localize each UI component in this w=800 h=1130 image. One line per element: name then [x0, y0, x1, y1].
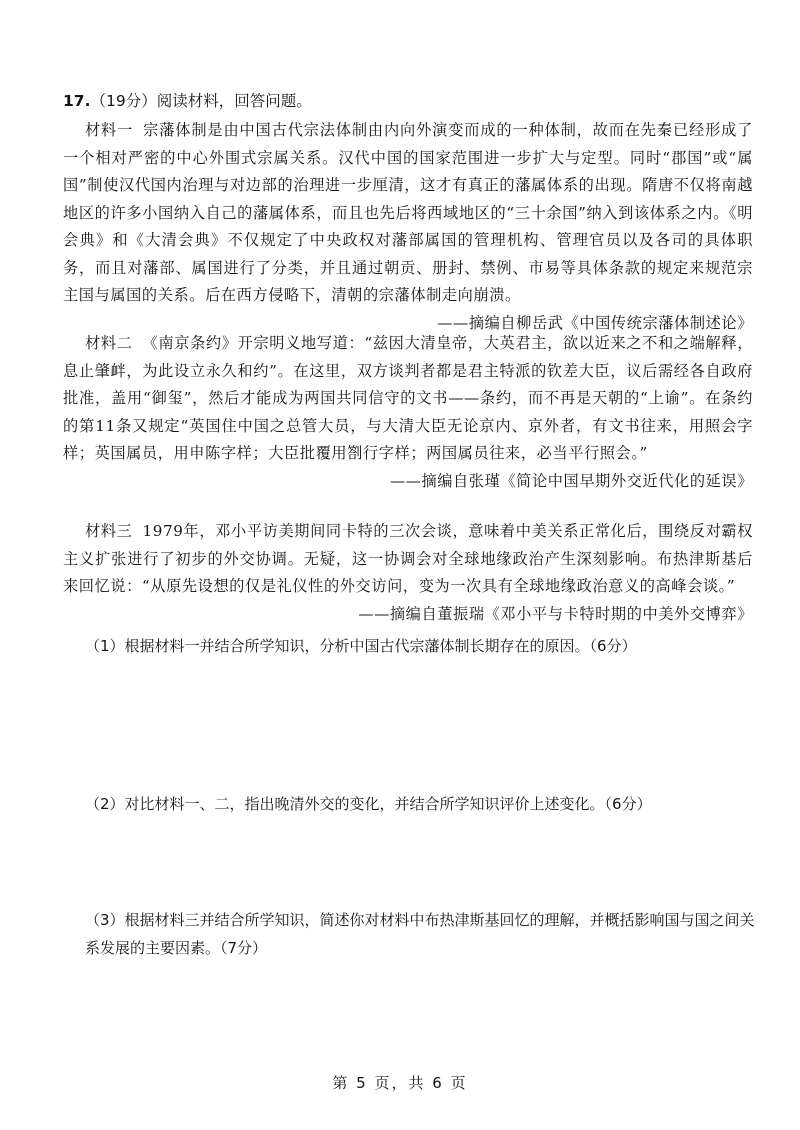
sub-question-1: （1）根据材料一并结合所学知识，分析中国古代宗藩体制长期存在的原因。（6分）: [85, 637, 637, 655]
question-points: （19分）: [90, 92, 157, 110]
material-source: ——摘编自柳岳武《中国传统宗藩体制述论》: [437, 313, 753, 332]
material-3: [63, 518, 753, 628]
material-text: 宗藩体制是由中国古代宗法体制由内向外演变而成的一种体制，故而在先秦已经形成了一个相对严密的中心外围式宗属关系。汉代中国的国家范围进一步扩大与定型。同时“郡国”或“属国”制使汉代国内治理与对边部的治理进一步厘清，这才有真正的藩属体系的出现。隋唐不仅将南越地区的许多小国纳入自己的藩属体系，而且也先后将西域地区的“三十余国”纳入到该体系之内。《明会典》和《大清会典》不仅规定了中央政权对藩部属国的管理机构、管理官员以及各司的具体职务，而且对藩部、属国进行了分类，并且通过朝贡、册封、禁例、市易等具体条款的规定来规范宗主国与属国的关系。后在西方侵略下，清朝的宗藩体制走向崩溃。: [63, 121, 753, 304]
sub-question-3: （3）根据材料三并结合所学知识，简述你对材料中布热津斯基回忆的理解，并概括影响国与国之间关系发展的主要因素。（7分）: [85, 911, 755, 957]
material-text: 《南京条约》开宗明义地写道：“兹因大清皇帝，大英君主，欲以近来之不和之端解释，息止肇衅，为此设立永久和约”。在这里，双方谈判者都是君主特派的钦差大臣，议后需经各自政府批准，盖用“御玺”，然后才能成为两国共同信守的文书——条约，而不再是天朝的“上谕”。在条约的第11条又规定“英国住中国之总管大员，与大清大臣无论京内、京外者，有文书往来，用照会字样；英国属员，用申陈字样；大臣批覆用劄行字样；两国属员往来，必当平行照会。”: [63, 334, 753, 462]
material-label: 材料三: [85, 522, 133, 540]
material-1: [63, 117, 753, 337]
material-source: ——摘编自张瑾《简论中国早期外交近代化的延误》: [389, 471, 753, 490]
material-text: 1979年，邓小平访美期间同卡特的三次会谈，意味着中美关系正常化后，围绕反对霸权主义扩张进行了初步的外交协调。无疑，这一协调会对全球地缘政治产生深刻影响。布热津斯基后来回忆说：“从原先设想的仅是礼仪性的外交访问，变为一次具有全球地缘政治意义的高峰会谈。”: [63, 522, 753, 595]
material-label: 材料二: [85, 334, 133, 352]
sub-question-2: （2）对比材料一、二，指出晚清外交的变化，并结合所学知识评价上述变化。（6分）: [85, 795, 652, 813]
material-2: [63, 330, 753, 495]
question-header: [63, 90, 763, 112]
material-label: 材料一: [85, 121, 134, 139]
question-instruction: 阅读材料，回答问题。: [156, 92, 312, 110]
material-source: ——摘编自董振瑞《邓小平与卡特时期的中美外交博弈》: [358, 604, 753, 623]
question-number: 17.: [63, 92, 91, 110]
page-footer: 第 5 页，共 6 页: [332, 1074, 468, 1092]
